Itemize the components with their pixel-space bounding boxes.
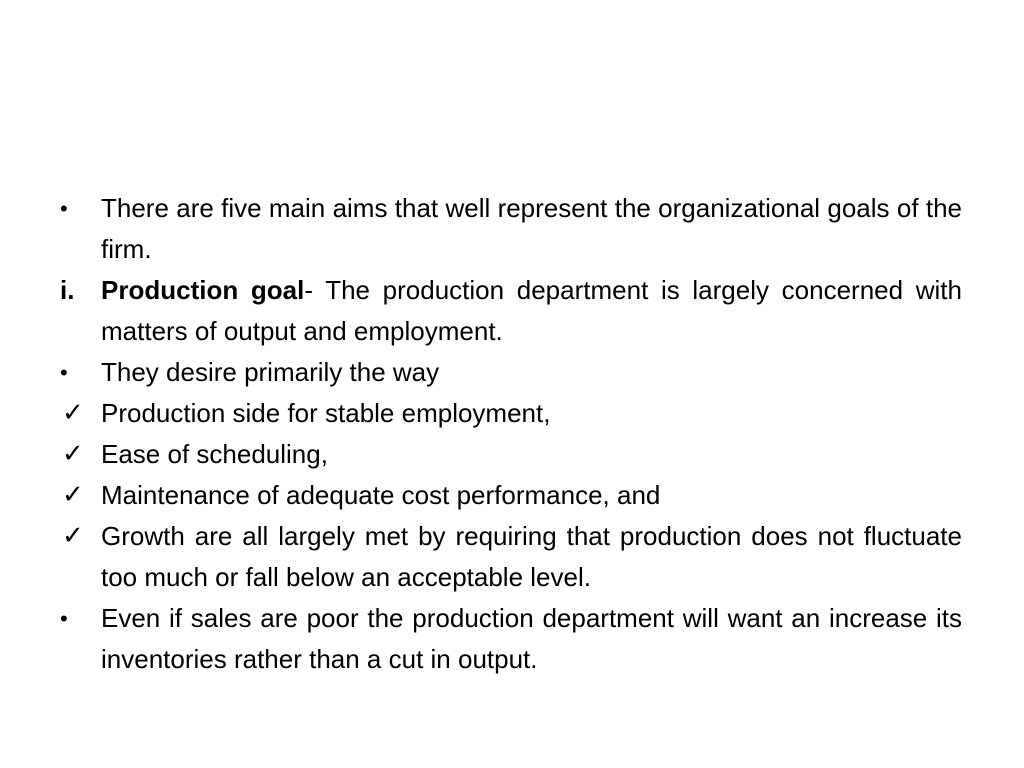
list-item-text: Production side for stable employment,: [101, 398, 551, 428]
list-item-text: - The production department is largely concerned with matters of output and employment.: [101, 275, 962, 346]
checkmark-icon: ✓: [62, 521, 84, 551]
list-item-text: Maintenance of adequate cost performance, and: [101, 480, 661, 510]
list-item-cost-performance: [60, 475, 962, 516]
list-item-text: They desire primarily the way: [101, 357, 440, 387]
production-goal-heading: Production goal: [101, 275, 305, 305]
list-item-growth: [60, 516, 962, 598]
bullet-icon: •: [60, 196, 68, 221]
bullet-icon: •: [60, 360, 68, 385]
checkmark-icon: ✓: [62, 439, 84, 469]
roman-numeral-marker: i.: [60, 275, 75, 305]
list-item-text: Growth are all largely met by requiring that production does not fluctuate too much or fall below an acceptable level.: [101, 521, 962, 592]
list-item-stable-employment: [60, 393, 962, 434]
list-item-sales-poor: [60, 598, 962, 680]
list-item-desire-way: [60, 352, 962, 393]
list-item-text: There are five main aims that well represent the organizational goals of the firm.: [101, 193, 962, 264]
checkmark-icon: ✓: [62, 398, 84, 428]
slide-content: [60, 188, 962, 680]
list-item-production-goal: [60, 270, 962, 352]
list-item-five-aims: [60, 188, 962, 270]
list-item-ease-of-scheduling: [60, 434, 962, 475]
bullet-icon: •: [60, 606, 68, 631]
list-item-text: Even if sales are poor the production department will want an increase its inventories rather than a cut in output.: [101, 603, 962, 674]
list-item-text: Ease of scheduling,: [101, 439, 328, 469]
checkmark-icon: ✓: [62, 480, 84, 510]
